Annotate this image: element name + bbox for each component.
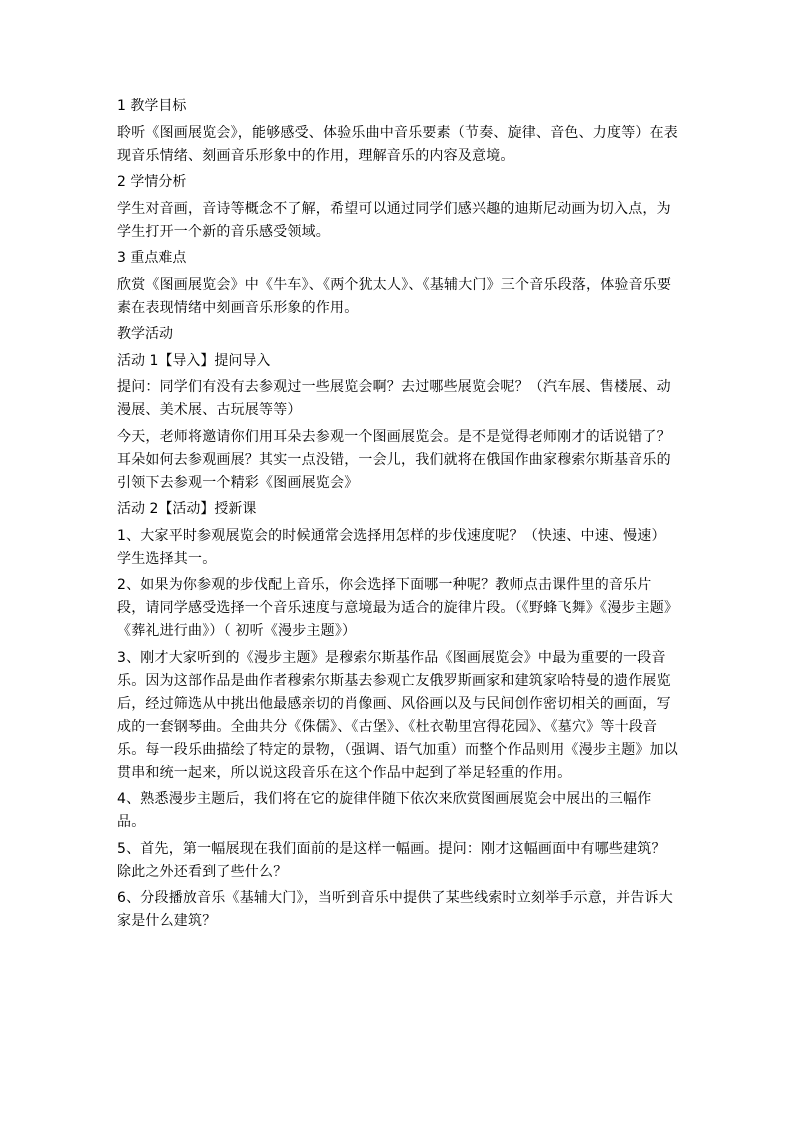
paragraph-key-points: 欣赏《图画展览会》中《牛车》、《两个犹太人》、《基辅大门》三个音乐段落，体验音乐要素在表现情绪中刻画音乐形象的作用。 xyxy=(117,276,672,316)
list-item-2: 2、如果为你参观的步伐配上音乐，你会选择下面哪一种呢？教师点击课件里的音乐片段，请同学感受选择一个音乐速度与意境最为适合的旋律片段。（《野蜂飞舞》《漫步主题》《葬礼进行曲》）（ 初听《漫步主题》） xyxy=(117,577,679,639)
list-item-5: 5、首先，第一幅展现在我们面前的是这样一幅画。提问：刚才这幅画面中有哪些建筑？除此之外还看到了些什么？ xyxy=(117,840,666,880)
heading-teaching-activities: 教学活动 xyxy=(117,326,173,342)
heading-student-analysis: 2 学情分析 xyxy=(117,174,187,190)
document-page xyxy=(117,95,679,937)
paragraph-activity-1-intro: 今天，老师将邀请你们用耳朵去参观一个图画展览会。是不是觉得老师刚才的话说错了？耳朵如何去参观画展？其实一点没错，一会儿，我们就将在俄国作曲家穆索尔斯基音乐的引领下去参观一个精彩《图画展览会》 xyxy=(117,428,671,491)
list-item-4: 4、熟悉漫步主题后，我们将在它的旋律伴随下依次来欣赏图画展览会中展出的三幅作品。 xyxy=(117,791,652,830)
list-item-6: 6、分段播放音乐《基辅大门》，当听到音乐中提供了某些线索时立刻举手示意，并告诉大家是什么建筑？ xyxy=(117,890,673,929)
heading-activity-1: 活动 1【导入】提问导入 xyxy=(117,352,271,369)
list-item-1: 1、大家平时参观展览会的时候通常会选择用怎样的步伐速度呢？（快速、中速、慢速）学生选择其一。 xyxy=(117,527,666,567)
paragraph-student-analysis: 学生对音画，音诗等概念不了解，希望可以通过同学们感兴趣的迪斯尼动画为切入点，为学生打开一个新的音乐感受领域。 xyxy=(117,200,671,240)
list-item-3: 3、刚才大家听到的《漫步主题》是穆索尔斯基作品《图画展览会》中最为重要的一段音乐。因为这部作品是曲作者穆索尔斯基去参观亡友俄罗斯画家和建筑家哈特曼的遗作展览后，经过筛选从中挑出他最感亲切的肖像画、风俗画以及与民间创作密切相关的画面，写成的一套钢琴曲。全曲共分《侏儒》、《古堡》、《杜衣勒里宫得花园》、《墓穴》等十段音乐。每一段乐曲描绘了特定的景物，（强调、语气加重）而整个作品则用《漫步主题》加以贯串和统一起来，所以说这段音乐在这个作品中起到了举足轻重的作用。 xyxy=(117,649,678,781)
paragraph-teaching-goals: 聆听《图画展览会》，能够感受、体验乐曲中音乐要素（节奏、旋律、音色、力度等）在表现音乐情绪、刻画音乐形象中的作用，理解音乐的内容及意境。 xyxy=(117,124,678,164)
heading-key-points: 3 重点难点 xyxy=(117,250,187,266)
heading-activity-2: 活动 2【活动】授新课 xyxy=(117,501,257,517)
heading-teaching-goals: 1 教学目标 xyxy=(117,98,187,114)
paragraph-activity-1-question: 提问：同学们有没有去参观过一些展览会啊？去过哪些展览会呢？（汽车展、售楼展、动漫展、美术展、古玩展等等） xyxy=(117,379,671,418)
